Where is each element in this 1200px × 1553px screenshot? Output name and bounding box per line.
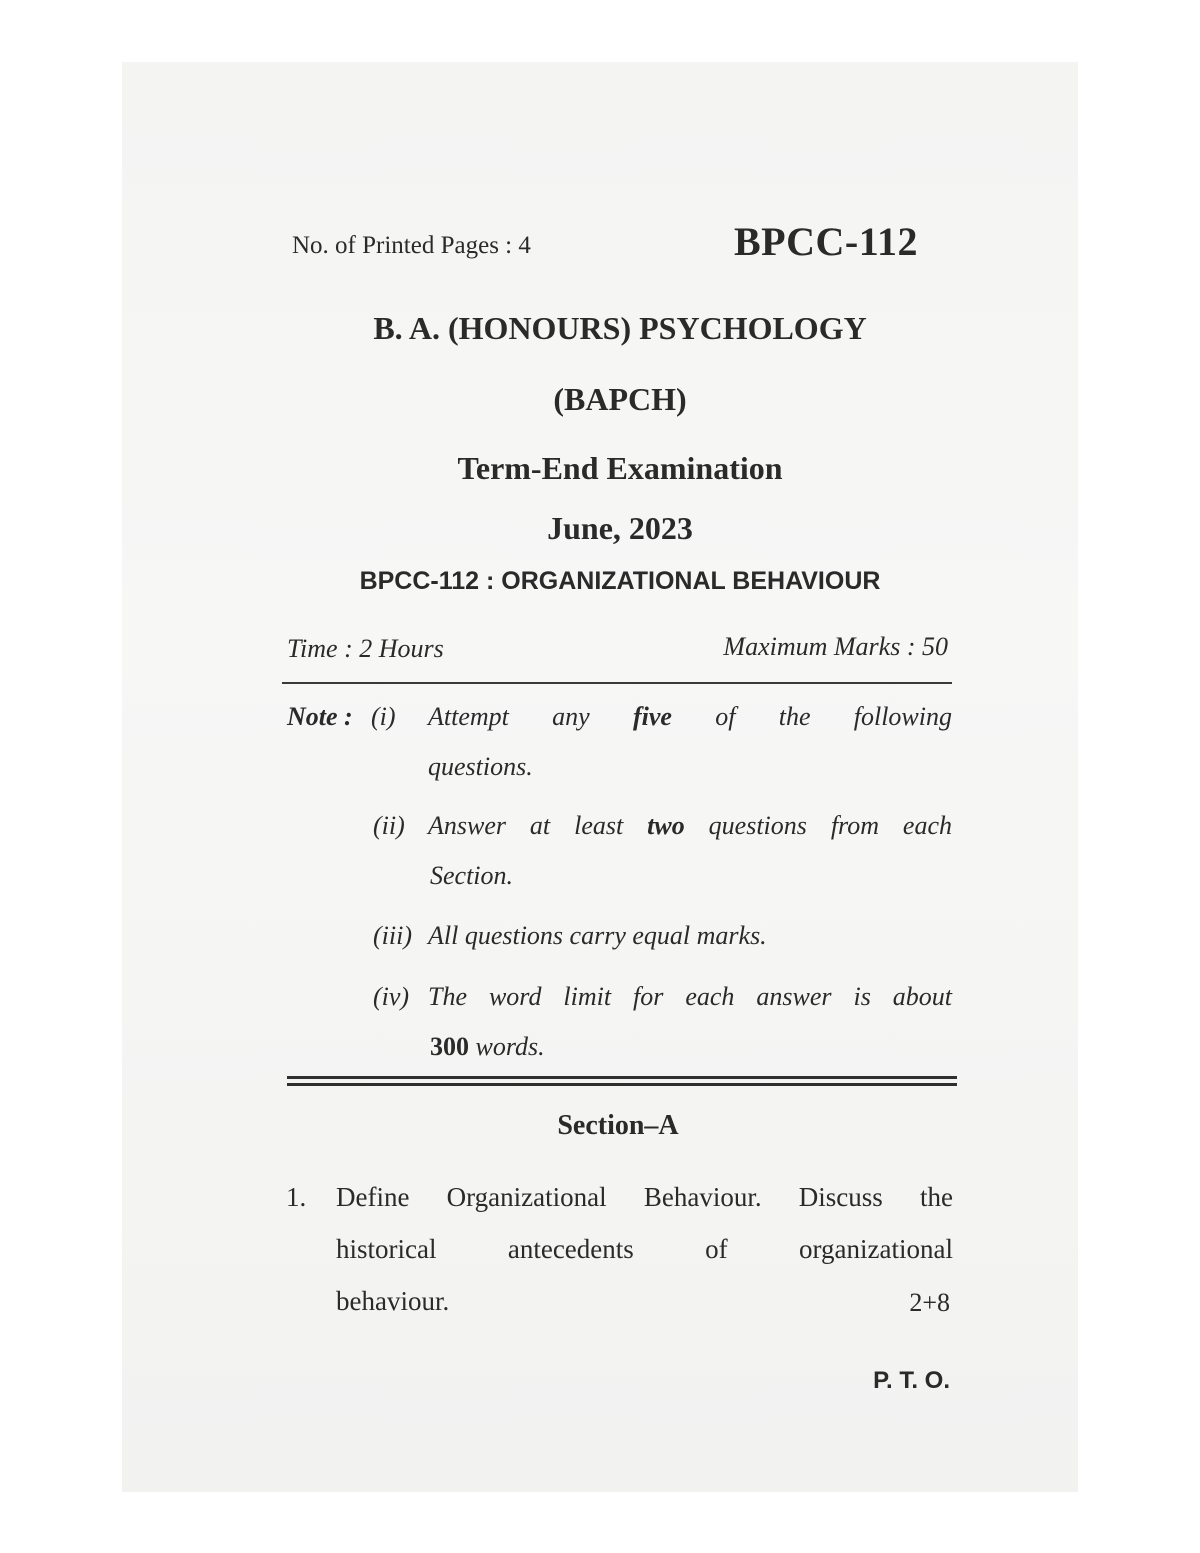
- note-item-text-continued: 300 words.: [430, 1032, 545, 1061]
- programme-code: (BAPCH): [553, 381, 687, 417]
- paper-sheet: [122, 62, 1078, 1492]
- note-label: Note :: [287, 702, 353, 731]
- question-text: behaviour.: [336, 1286, 450, 1316]
- course-title: BPCC-112 : ORGANIZATIONAL BEHAVIOUR: [359, 567, 881, 595]
- exam-date: June, 2023: [547, 510, 693, 546]
- note-item-text: The word limit for each answer is about: [428, 982, 952, 1011]
- question-text: historical antecedents of organizational: [336, 1234, 953, 1264]
- note-item-number: (i): [371, 702, 396, 731]
- section-heading: Section–A: [557, 1110, 679, 1141]
- question-marks: 2+8: [909, 1288, 950, 1317]
- double-rule-top: [287, 1076, 957, 1079]
- note-item-number: (iv): [373, 982, 410, 1011]
- programme-title: B. A. (HONOURS) PSYCHOLOGY: [373, 310, 867, 346]
- exam-time: Time : 2 Hours: [287, 634, 444, 663]
- divider-line: [282, 682, 952, 684]
- double-rule-bottom: [287, 1083, 957, 1086]
- note-item-number: (iii): [373, 921, 412, 950]
- pto-label: P. T. O.: [873, 1367, 950, 1394]
- question-number: 1.: [286, 1182, 307, 1212]
- note-item-number: (ii): [373, 811, 405, 840]
- printed-pages: No. of Printed Pages : 4: [292, 232, 531, 259]
- note-item-text-continued: Section.: [430, 861, 514, 890]
- question-text: Define Organizational Behaviour. Discuss the: [336, 1182, 953, 1212]
- note-item-text-continued: questions.: [428, 752, 533, 781]
- paper-code: BPCC-112: [734, 219, 918, 264]
- note-item-text: Attempt any five of the following: [428, 702, 952, 731]
- maximum-marks: Maximum Marks : 50: [723, 632, 948, 661]
- note-item-text: All questions carry equal marks.: [428, 921, 767, 950]
- note-item-text: Answer at least two questions from each: [428, 811, 952, 840]
- exam-type: Term-End Examination: [457, 450, 783, 486]
